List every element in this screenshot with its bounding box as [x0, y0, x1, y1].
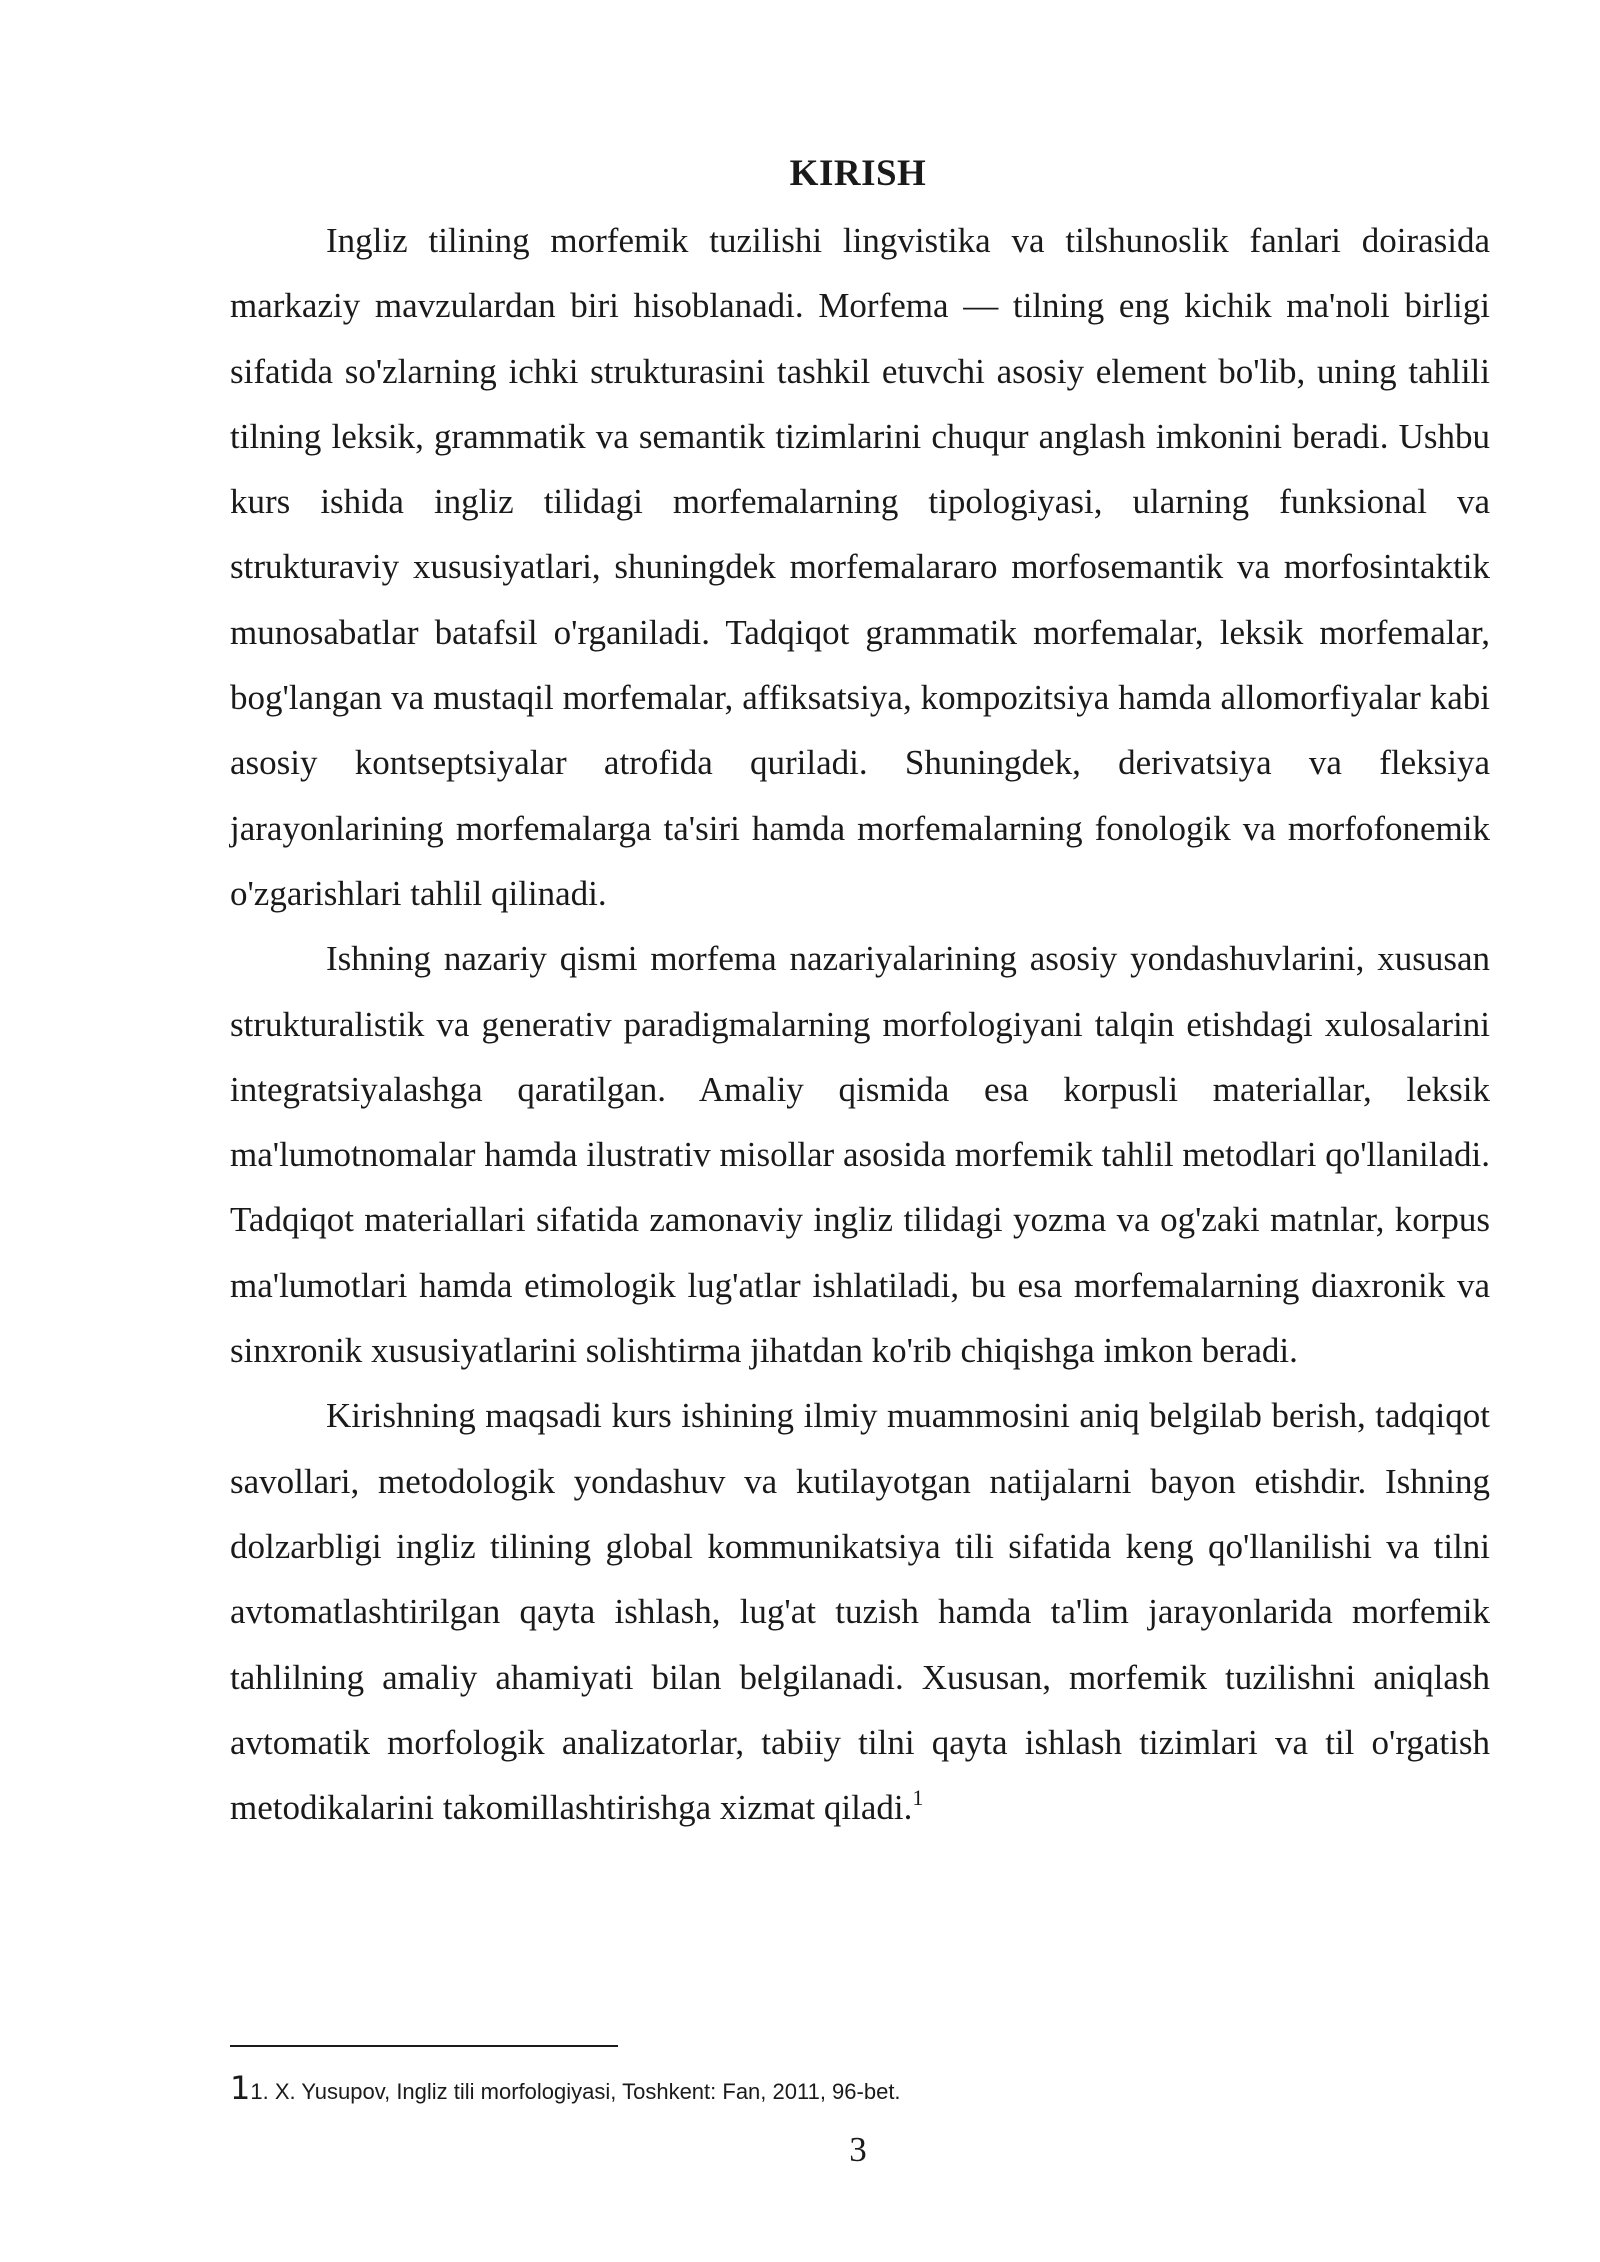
paragraph-2: Ishning nazariy qismi morfema nazariyalarining asosiy yondashuvlarini, xususan strukturalistik va generativ paradigmalarning morfologiyani talqin etishdagi xulosalarini integratsiyalashga qaratilgan. Amaliy qismida esa korpusli materiallar, leksik ma'lumotnomalar hamda ilustrativ misollar asosida morfemik tahlil metodlari qo'llaniladi. Tadqiqot materiallari sifatida zamonaviy ingliz tilidagi yozma va og'zaki matnlar, korpus ma'lumotlari hamda etimologik lug'atlar ishlatiladi, bu esa morfemalarning diaxronik va sinxronik xususiyatlarini solishtirma jihatdan ko'rib chiqishga imkon beradi. [230, 939, 1490, 1371]
paragraph-1: Ingliz tilining morfemik tuzilishi lingvistika va tilshunoslik fanlari doirasida markaziy mavzulardan biri hisoblanadi. Morfema — tilning eng kichik ma'noli birligi sifatida so'zlarning ichki strukturasini tashkil etuvchi asosiy element bo'lib, uning tahlili tilning leksik, grammatik va semantik tizimlarini chuqur anglash imkonini beradi. Ushbu kurs ishida ingliz tilidagi morfemalarning tipologiyasi, ularning funksional va strukturaviy xususiyatlari, shuningdek morfemalararo morfosemantik va morfosintaktik munosabatlar batafsil o'rganiladi. Tadqiqot grammatik morfemalar, leksik morfemalar, bog'langan va mustaqil morfemalar, affiksatsiya, kompozitsiya hamda allomorfiyalar kabi asosiy kontseptsiyalar atrofida quriladi. Shuningdek, derivatsiya va fleksiya jarayonlarining morfemalarga ta'siri hamda morfemalarning fonologik va morfofonemik o'zgarishlari tahlil qilinadi. [230, 221, 1490, 913]
paragraph-3 [230, 1383, 1490, 1840]
footnote-reference[interactable]: 1 [912, 1785, 924, 1811]
section-title: KIRISH [789, 153, 927, 194]
footnote-number: 1 [230, 2069, 251, 2107]
footnote-separator [230, 2045, 618, 2047]
paragraph-3-text: Kirishning maqsadi kurs ishining ilmiy muammosini aniq belgilab berish, tadqiqot savollari, metodologik yondashuv va kutilayotgan natijalarni bayon etishdir. Ishning dolzarbligi ingliz tilining global kommunikatsiya tili sifatida keng qo'llanilishi va tilni avtomatlashtirilgan qayta ishlash, lug'at tuzish hamda ta'lim jarayonlarida morfemik tahlilning amaliy ahamiyati bilan belgilanadi. Xususan, morfemik tuzilishni aniqlash avtomatik morfologik analizatorlar, tabiiy tilni qayta ishlash tizimlari va til o'rgatish metodikalarini takomillashtirishga xizmat qiladi. [230, 1396, 1490, 1828]
page-number: 3 [849, 2130, 867, 2169]
body-text [230, 208, 1490, 1840]
footnote-text: 1. X. Yusupov, Ingliz tili morfologiyasi, Toshkent: Fan, 2011, 96-bet. [250, 2079, 901, 2104]
footnote [230, 2069, 901, 2108]
